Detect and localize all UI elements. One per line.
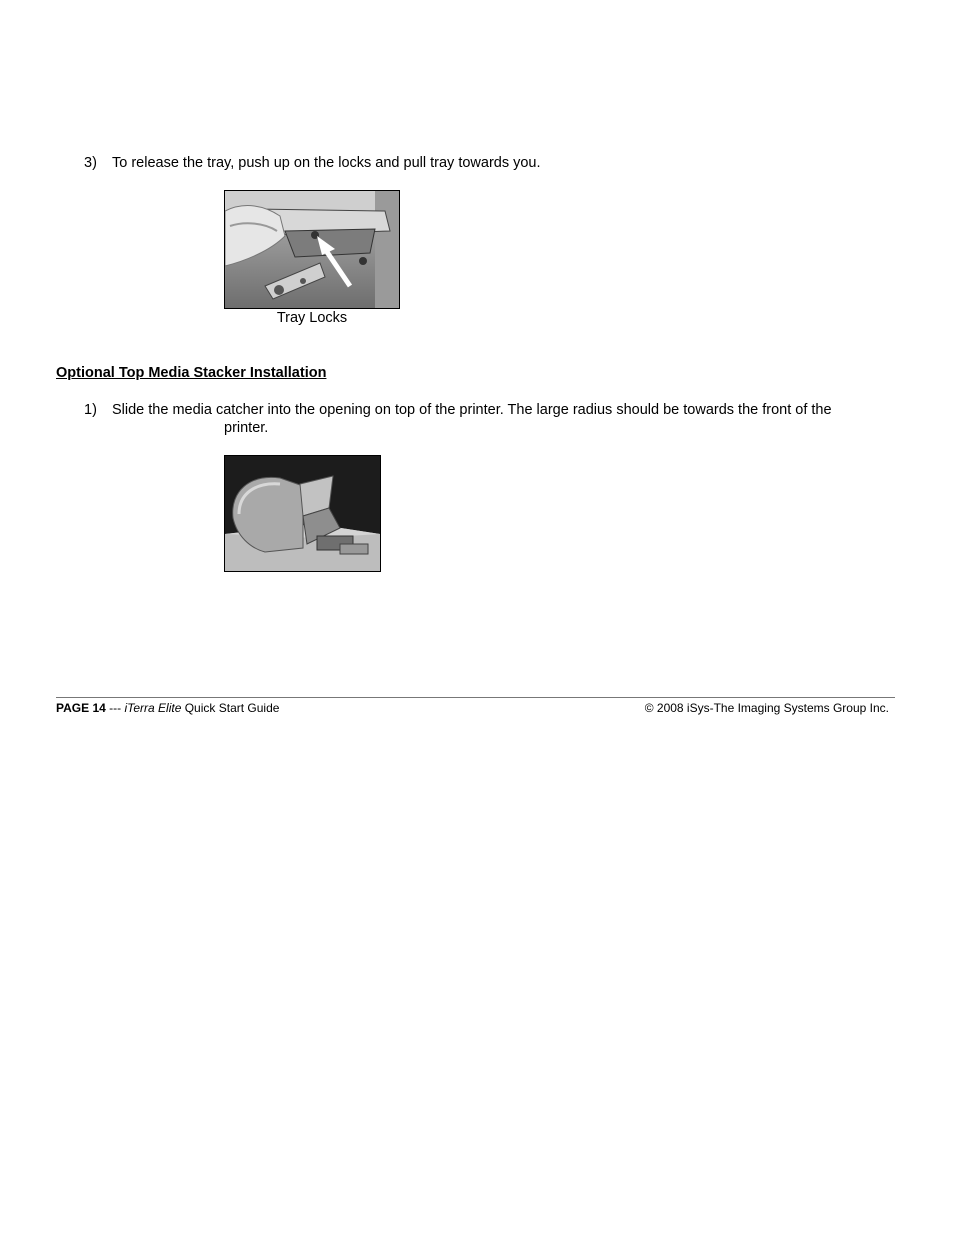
footer-separator: --- [105,701,125,715]
tray-locks-caption: Tray Locks [276,310,348,326]
step-number: 1) [84,402,97,418]
footer-divider [56,697,895,698]
instruction-step-1 [84,401,894,441]
step-text: To release the tray, push up on the locks and pull tray towards you. [112,155,541,171]
media-stacker-photo [224,455,381,572]
footer-copyright: © 2008 iSys-The Imaging Systems Group Inc. [644,701,889,715]
tray-locks-illustration [225,191,399,308]
step-text-continuation: printer. [224,420,269,436]
product-name: iTerra Elite [124,701,182,715]
media-stacker-illustration [225,456,380,571]
step-number: 3) [84,155,97,171]
page-number: PAGE 14 [56,701,106,715]
step-text: Slide the media catcher into the opening on top of the printer. The large radius should be towards the front of the [112,402,832,418]
instruction-step-3 [84,154,884,174]
tray-locks-photo [224,190,400,309]
section-heading: Optional Top Media Stacker Installation [56,365,327,381]
guide-label: Quick Start Guide [181,701,280,715]
footer-page-info [56,701,279,715]
